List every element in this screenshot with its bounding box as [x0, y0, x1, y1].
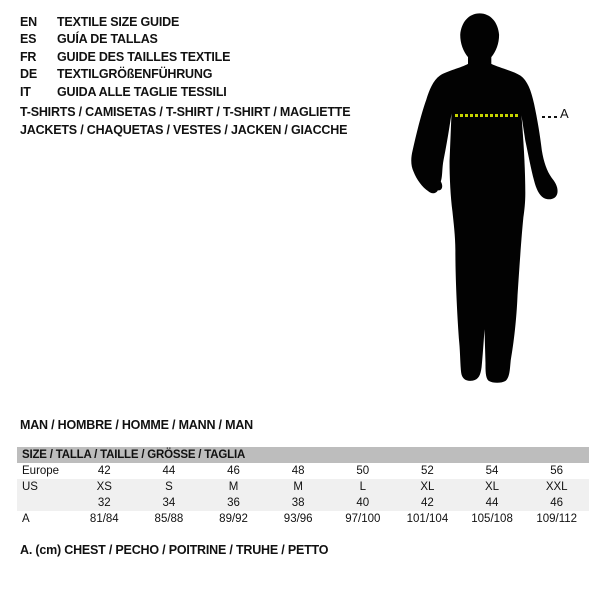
table-cell: 48 [291, 465, 305, 477]
language-code: ES [20, 32, 37, 47]
language-label: GUIDE DES TAILLES TEXTILE [57, 49, 231, 64]
man-silhouette-icon [400, 2, 570, 392]
language-row [20, 31, 230, 49]
table-cell: 105/108 [471, 513, 513, 525]
category-tshirts: T-SHIRTS / CAMISETAS / T-SHIRT / T-SHIRT / MAGLIETTE [20, 105, 351, 119]
table-cell: M [228, 481, 239, 493]
table-cell: 34 [162, 497, 176, 509]
table-cell: 40 [356, 497, 370, 509]
table-cell: XXL [545, 481, 568, 493]
measure-leader-dashed-line [542, 116, 560, 118]
language-row [20, 83, 230, 101]
table-cell: 38 [291, 497, 305, 509]
table-cell: M [293, 481, 303, 493]
table-cell: 44 [485, 497, 499, 509]
measure-label-a: A [560, 106, 569, 121]
language-row [20, 66, 230, 84]
size-table [17, 447, 589, 527]
table-cell: 36 [227, 497, 240, 509]
row-label: Europe [22, 465, 60, 477]
chest-measure-dashed-line [455, 114, 518, 117]
language-code: EN [20, 14, 37, 29]
language-list [20, 13, 230, 101]
section-title-man: MAN / HOMBRE / HOMME / MANN / MAN [20, 418, 253, 432]
table-cell: 56 [550, 465, 564, 477]
table-cell: 46 [550, 497, 564, 509]
row-label: A [22, 513, 30, 525]
table-cell: 101/104 [406, 513, 449, 525]
table-cell: XL [420, 481, 435, 493]
table-cell: 46 [227, 465, 240, 477]
language-label: TEXTILE SIZE GUIDE [57, 14, 180, 29]
language-label: GUIDA ALLE TAGLIE TESSILI [57, 84, 227, 99]
table-cell: S [165, 481, 173, 493]
garment-categories [20, 104, 350, 139]
table-cell: 50 [356, 465, 370, 477]
table-cell: L [359, 481, 367, 493]
language-row [20, 13, 230, 31]
man-silhouette-figure [400, 2, 575, 394]
category-jackets: JACKETS / CHAQUETAS / VESTES / JACKEN / GIACCHE [20, 122, 348, 137]
table-row-us-numeric [17, 495, 589, 511]
table-row-europe [17, 463, 589, 479]
table-cell: 97/100 [345, 513, 381, 525]
language-code: DE [20, 67, 37, 82]
table-cell: 93/96 [283, 513, 313, 525]
table-cell: 42 [421, 497, 434, 509]
row-label: US [22, 481, 38, 493]
language-code: IT [20, 84, 31, 99]
table-row-chest-a [17, 511, 589, 527]
table-cell: 54 [485, 465, 499, 477]
table-cell: 81/84 [89, 513, 119, 525]
table-cell: 109/112 [536, 513, 578, 525]
language-label: GUÍA DE TALLAS [57, 32, 158, 47]
table-cell: 85/88 [154, 513, 184, 525]
table-cell: 89/92 [219, 513, 248, 525]
table-cell: 42 [97, 465, 111, 477]
measurement-footnote: A. (cm) CHEST / PECHO / POITRINE / TRUHE / PETTO [20, 543, 329, 557]
table-cell: XL [485, 481, 500, 493]
table-cell: 44 [162, 465, 176, 477]
table-cell: 32 [97, 497, 111, 509]
language-row [20, 48, 230, 66]
table-cell: XS [96, 481, 112, 493]
table-cell: 52 [421, 465, 434, 477]
size-table-header: SIZE / TALLA / TAILLE / GRÖSSE / TAGLIA [17, 447, 589, 463]
language-label: TEXTILGRÖßENFÜHRUNG [57, 67, 213, 82]
language-code: FR [20, 49, 37, 64]
row-label [17, 495, 72, 511]
table-row-us [17, 479, 589, 495]
